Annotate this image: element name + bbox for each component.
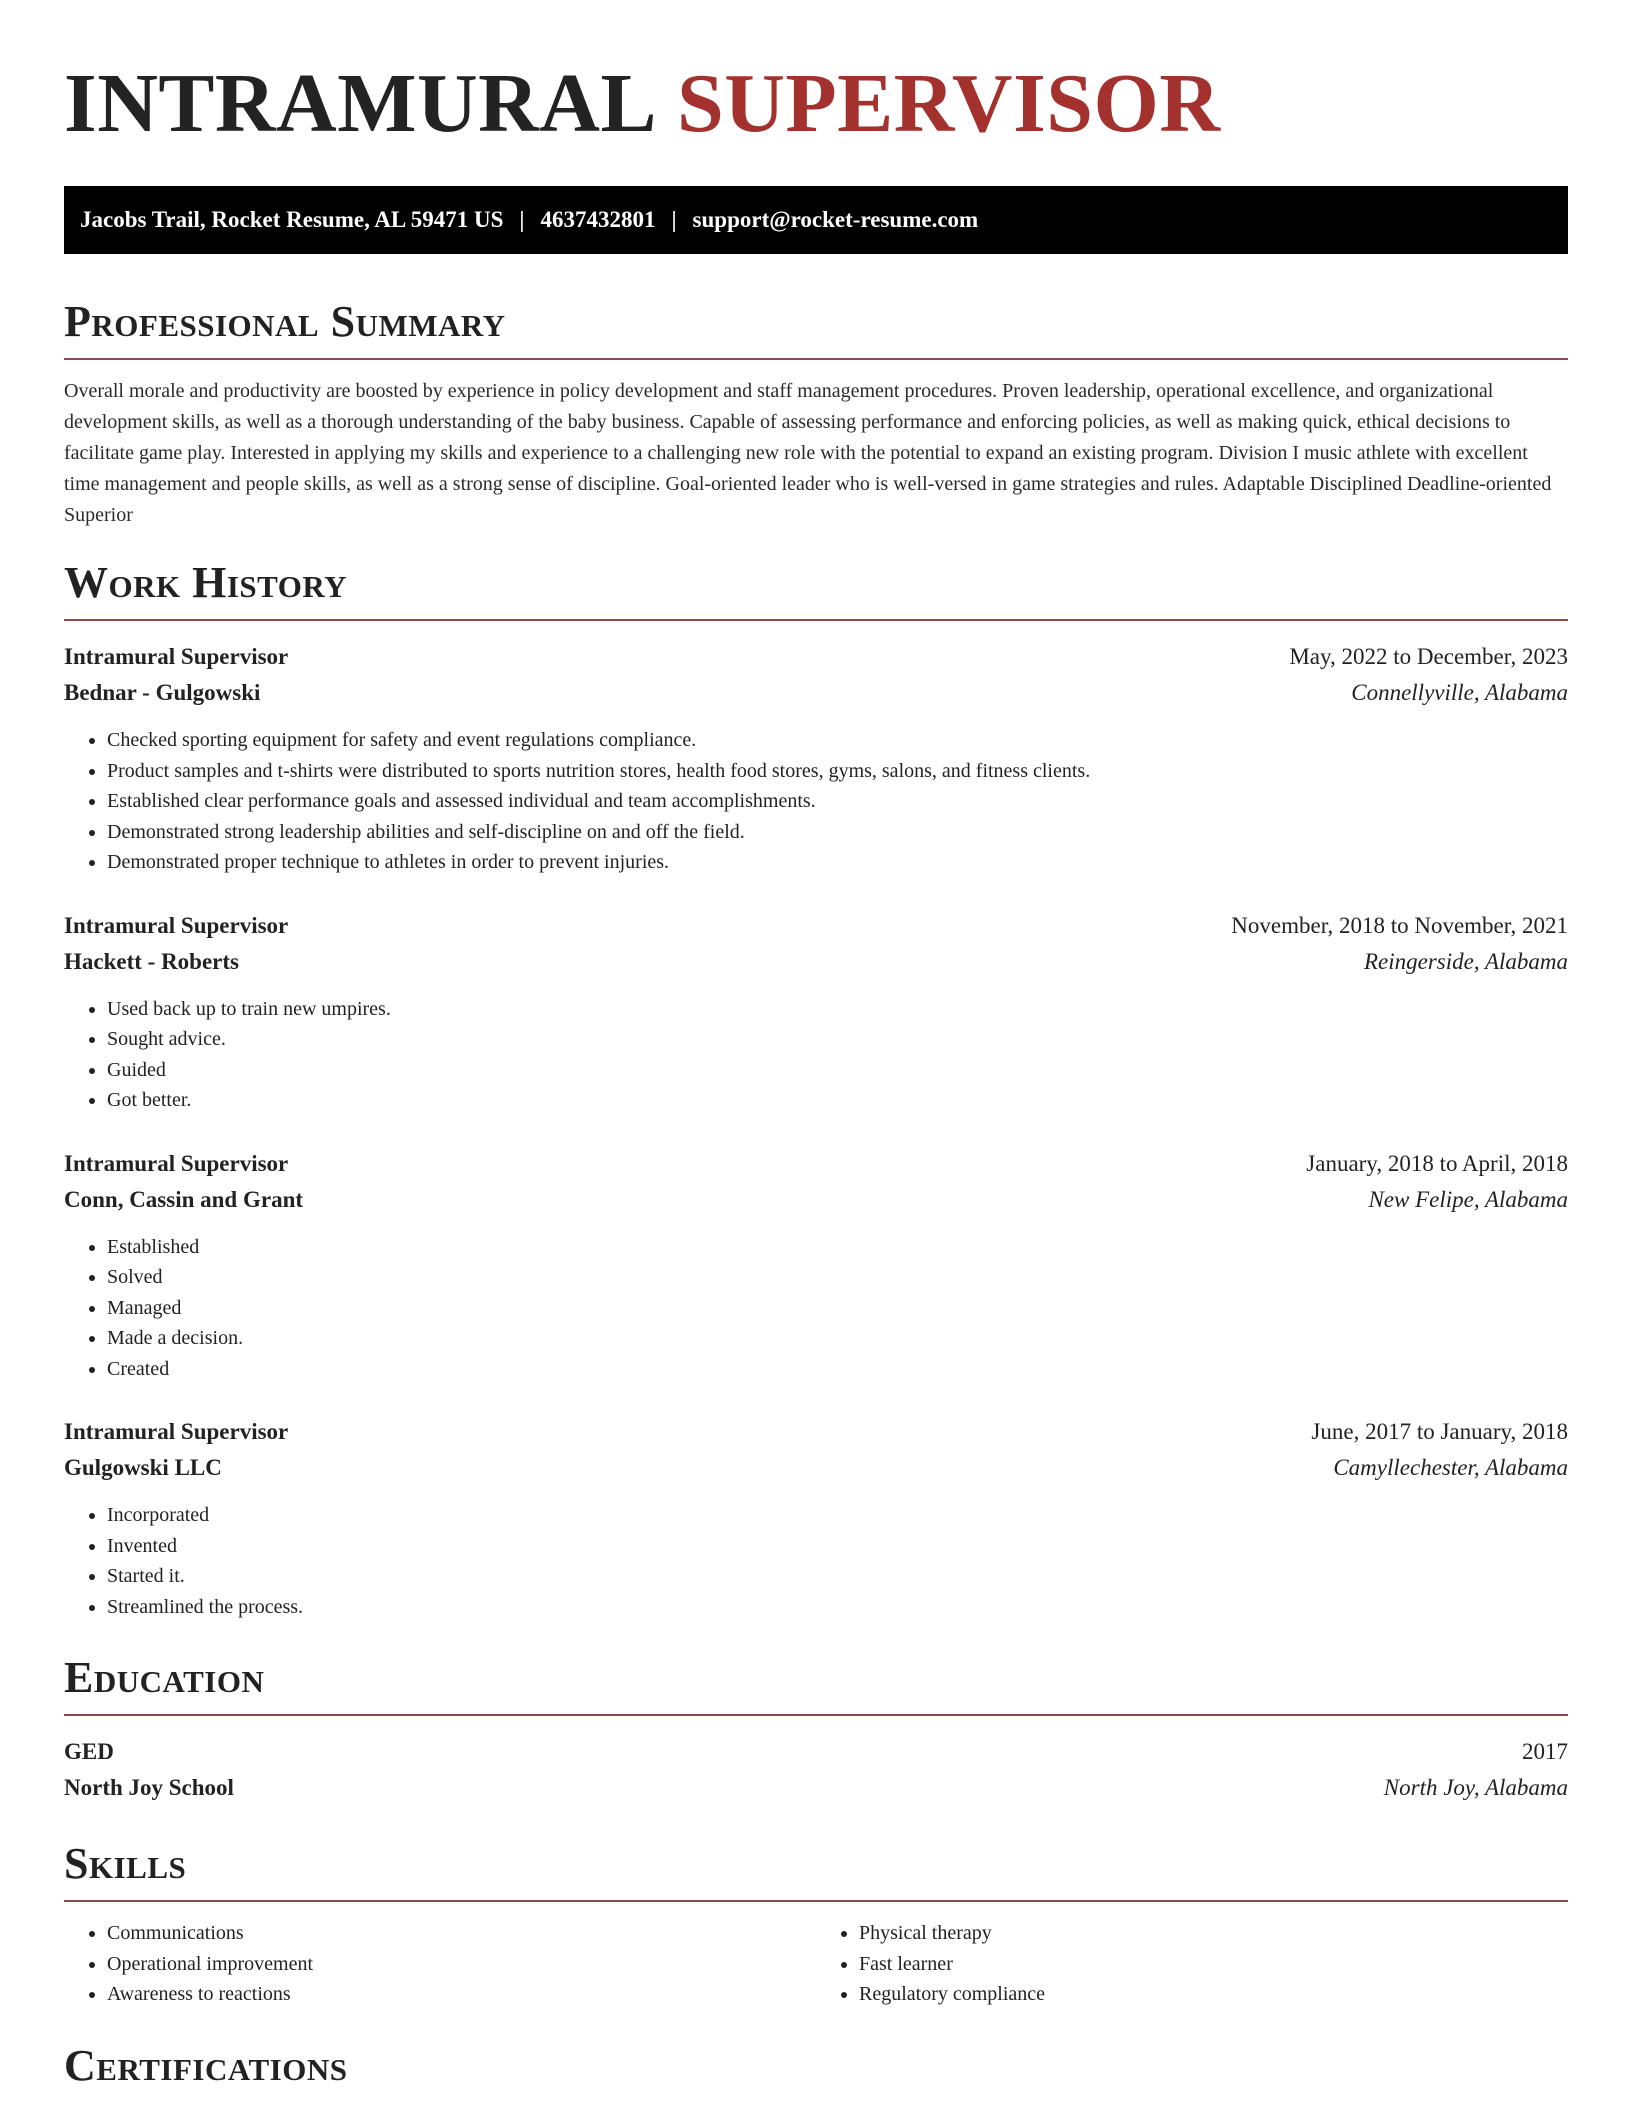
job-location: Connellyville, Alabama	[1351, 680, 1568, 705]
skill-item: • Fast learner	[859, 1949, 1568, 1980]
job-title: Intramural Supervisor	[64, 644, 289, 669]
contact-separator: |	[671, 207, 677, 232]
job-title: Intramural Supervisor	[64, 1150, 289, 1176]
job-bullet: • Incorporated	[107, 1500, 1568, 1531]
skills-left-column	[64, 1918, 816, 2010]
skills-columns	[64, 1918, 1568, 2010]
job-employer: Bednar - Gulgowski	[64, 680, 261, 705]
skills-section	[64, 1838, 1568, 2010]
education-year: 2017	[1522, 1739, 1568, 1764]
job-bullet: • Established	[107, 1232, 1568, 1263]
job-bullet: • Got better.	[107, 1085, 1568, 1116]
resume-title	[64, 0, 1568, 152]
job-bullet: • Created	[107, 1354, 1568, 1385]
skill-item: • Operational improvement	[107, 1949, 816, 1980]
job-dates: May, 2022 to December, 2023	[1289, 644, 1568, 669]
job-location: New Felipe, Alabama	[1368, 1186, 1568, 1212]
education-school: North Joy School	[64, 1775, 234, 1800]
skill-item: • Regulatory compliance	[859, 1979, 1568, 2010]
job-bullet: • Started it.	[107, 1561, 1568, 1592]
job-bullet: • Demonstrated strong leadership abilities and self-discipline on and off the field.	[107, 817, 1568, 848]
job-employer: Gulgowski LLC	[64, 1455, 222, 1480]
job-entry	[64, 639, 1568, 878]
education-degree: GED	[64, 1739, 114, 1764]
job-entry	[64, 1414, 1568, 1622]
job-bullets	[64, 1500, 1568, 1622]
job-dates: January, 2018 to April, 2018	[1306, 1150, 1568, 1176]
job-bullet: • Managed	[107, 1293, 1568, 1324]
title-second-word: SUPERVISOR	[677, 57, 1221, 150]
job-bullets	[64, 994, 1568, 1116]
certifications-section	[64, 2040, 1568, 2102]
job-bullet: • Demonstrated proper technique to athletes in order to prevent injuries.	[107, 847, 1568, 878]
skill-item: • Communications	[107, 1918, 816, 1949]
job-title: Intramural Supervisor	[64, 1419, 289, 1444]
job-bullet: • Established clear performance goals and assessed individual and team accomplishments.	[107, 786, 1568, 817]
job-bullet: • Product samples and t-shirts were distributed to sports nutrition stores, health food stores, gyms, salons, and fitness clients.	[107, 756, 1568, 787]
job-bullets	[64, 725, 1568, 878]
work-history-section	[64, 557, 1568, 1622]
contact-address: Jacobs Trail, Rocket Resume, AL 59471 US	[80, 207, 504, 232]
job-employer: Conn, Cassin and Grant	[64, 1186, 304, 1212]
job-bullet: • Guided	[107, 1055, 1568, 1086]
skills-heading: Skills	[64, 1838, 1568, 1902]
job-bullet: • Made a decision.	[107, 1323, 1568, 1354]
education-location: North Joy, Alabama	[1383, 1775, 1568, 1800]
job-bullet: • Solved	[107, 1262, 1568, 1293]
job-dates: November, 2018 to November, 2021	[1231, 912, 1568, 938]
education-heading: Education	[64, 1652, 1568, 1716]
job-dates: June, 2017 to January, 2018	[1311, 1419, 1568, 1444]
job-title: Intramural Supervisor	[64, 912, 289, 938]
summary-text: Overall morale and productivity are boosted by experience in policy development and staff management procedures. Proven leadership, operational excellence, and organizational development skills, as well as a thorough understanding of the baby business. Capable of assessing performance and enforcing policies, as well as making quick, ethical decisions to facilitate game play. Interested in applying my skills and experience to a challenging new role with the potential to expand an existing program. Division I music athlete with excellent time management and people skills, as well as a strong sense of discipline. Goal-oriented leader who is well-versed in game strategies and rules. Adaptable Disciplined Deadline-oriented Superior	[64, 380, 1552, 526]
job-entry	[64, 1146, 1568, 1385]
certifications-heading: Certifications	[64, 2040, 348, 2090]
summary-section	[64, 296, 1568, 531]
job-bullet: • Streamlined the process.	[107, 1592, 1568, 1623]
job-bullet: • Used back up to train new umpires.	[107, 994, 1568, 1025]
job-bullet: • Invented	[107, 1531, 1568, 1562]
skills-right-column	[816, 1918, 1568, 2010]
job-bullet: • Checked sporting equipment for safety and event regulations compliance.	[107, 725, 1568, 756]
job-bullets	[64, 1232, 1568, 1385]
education-entry	[64, 1734, 1568, 1806]
title-first-word: INTRAMURAL	[64, 57, 657, 150]
job-employer: Hackett - Roberts	[64, 948, 240, 974]
job-location: Reingerside, Alabama	[1364, 948, 1568, 974]
contact-phone: 4637432801	[540, 207, 656, 232]
job-entry	[64, 908, 1568, 1116]
skill-item: • Physical therapy	[859, 1918, 1568, 1949]
skill-item: • Awareness to reactions	[107, 1979, 816, 2010]
contact-bar	[64, 186, 1568, 254]
contact-email: support@rocket-resume.com	[692, 207, 979, 232]
contact-separator: |	[519, 207, 525, 232]
summary-heading: Professional Summary	[64, 296, 1568, 360]
job-location: Camyllechester, Alabama	[1333, 1455, 1568, 1480]
work-history-heading: Work History	[64, 557, 1568, 621]
job-bullet: • Sought advice.	[107, 1024, 1568, 1055]
education-section	[64, 1652, 1568, 1806]
